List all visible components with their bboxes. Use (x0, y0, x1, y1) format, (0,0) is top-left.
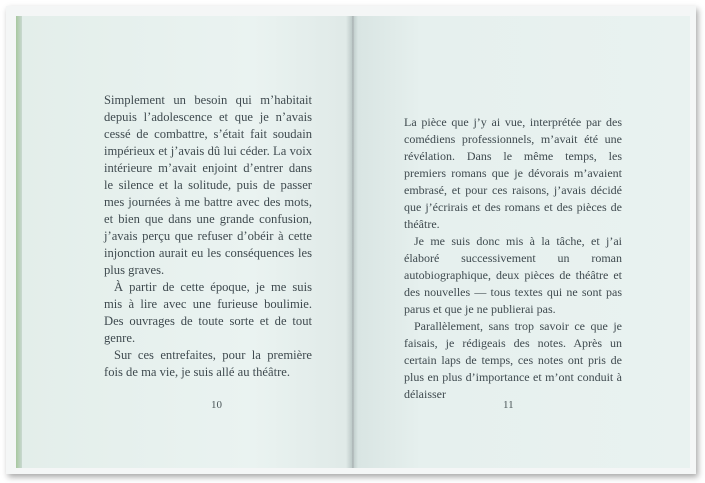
paragraph: Parallèlement, sans trop savoir ce que je faisais, je rédigeais des notes. Après un certain laps de temps, ces notes ont pris de plus en plus d’importance et m’ont conduit à délaisser (404, 319, 622, 401)
page-number-right: 11 (503, 399, 514, 411)
book-gutter (346, 16, 358, 468)
paragraph: Je me suis donc mis à la tâche, et j’ai élaboré successivement un roman autobiographique, deux pièces de théâtre et des nouvelles — tous textes qui ne sont pas parus et que je ne publierai pas. (404, 234, 622, 316)
paragraph: Simplement un besoin qui m’habitait depuis l’adolescence et que je n’avais cessé de combattre, s’était fait soudain impérieux et j’avais dû lui céder. La voix intérieure m’avait enjoint d’entrer dans le silence et la solitude, puis de passer mes journées à me battre avec des mots, et bien que dans une grande confusion, j’avais perçu que refuser d’obéir à cette injonction aurait eu les conséquences les plus graves. (104, 93, 312, 277)
paragraph: À partir de cette époque, je me suis mis à lire avec une furieuse boulimie. Des ouvrages de toute sorte et de tout genre. (104, 280, 312, 345)
photo-frame (6, 6, 696, 474)
left-page-text (104, 92, 312, 381)
paragraph: La pièce que j’y ai vue, interprétée par des comédiens professionnels, m’avait été une révélation. Dans le même temps, les premiers romans que je dévorais m’avaient embrasé, et pour ces raisons, j’avais décidé que j’écrirais et des romans et des pièces de théâtre. (404, 115, 622, 231)
paragraph: Sur ces entrefaites, pour la première fois de ma vie, je suis allé au théâtre. (104, 348, 312, 379)
page-number-left: 10 (211, 399, 222, 411)
right-page-text (404, 114, 622, 403)
